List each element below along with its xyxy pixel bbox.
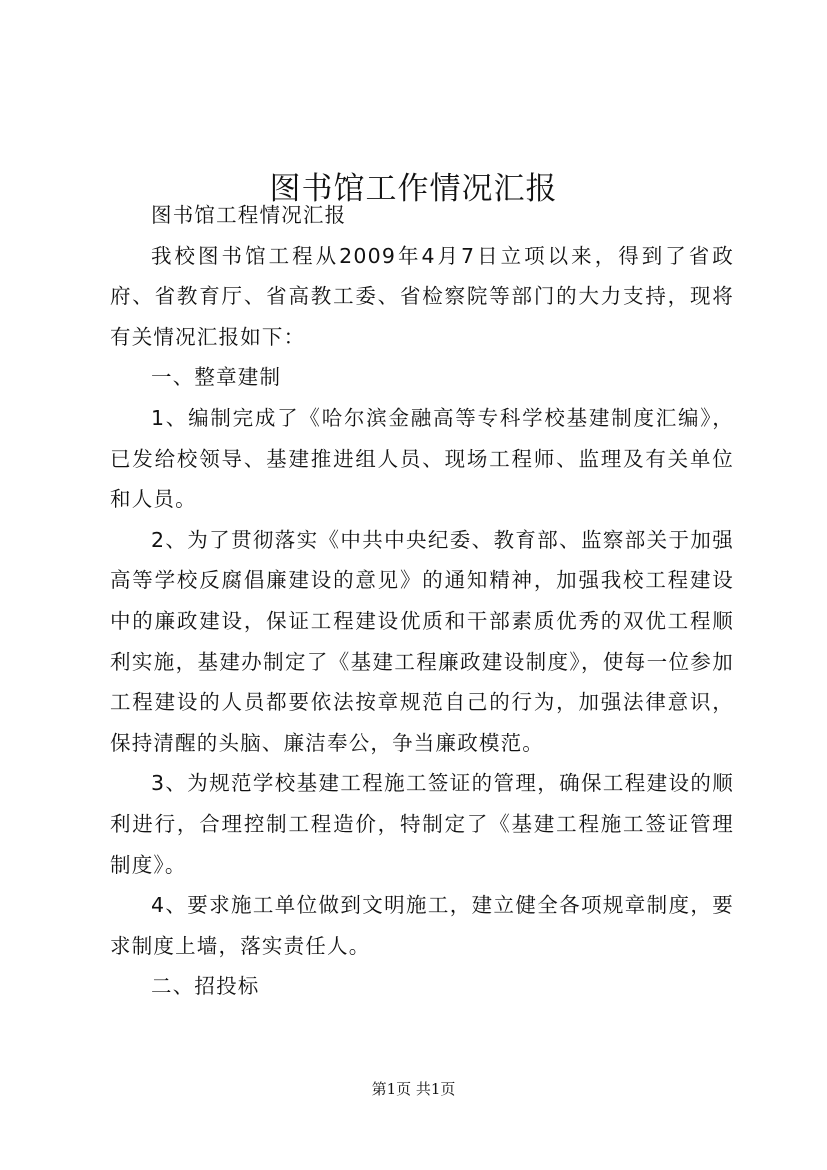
page-footer: 第1页 共1页 bbox=[371, 1080, 456, 1098]
section-heading-2: 二、招投标 bbox=[151, 974, 260, 999]
intro-paragraph: 我校图书馆工程从2009年4月7日立项以来，得到了省政府、省教育厅、省高教工委、省检察院等部门的大力支持，现将有关情况汇报如下： bbox=[110, 243, 734, 349]
document-body bbox=[110, 195, 734, 1007]
paragraph-item-2: 2、为了贯彻落实《中共中央纪委、教育部、监察部关于加强高等学校反腐倡廉建设的意见》的通知精神，加强我校工程建设中的廉政建设，保证工程建设优质和干部素质优秀的双优工程顺利实施，基建办制定了《基建工程廉政建设制度》，使每一位参加工程建设的人员都要依法按章规范自己的行为，加强法律意识，保持清醒的头脑、廉洁奉公，争当廉政模范。 bbox=[110, 527, 734, 755]
paragraph-item-1: 1、编制完成了《哈尔滨金融高等专科学校基建制度汇编》，已发给校领导、基建推进组人员、现场工程师、监理及有关单位和人员。 bbox=[110, 405, 734, 512]
document-title: 图书馆工作情况汇报 bbox=[269, 170, 558, 207]
paragraph-item-3: 3、为规范学校基建工程施工签证的管理，确保工程建设的顺利进行，合理控制工程造价，特制定了《基建工程施工签证管理制度》。 bbox=[110, 771, 734, 877]
section-heading-1: 一、整章建制 bbox=[151, 365, 282, 390]
subtitle-paragraph: 图书馆工程情况汇报 bbox=[151, 203, 347, 227]
paragraph-item-4: 4、要求施工单位做到文明施工，建立健全各项规章制度，要求制度上墙，落实责任人。 bbox=[110, 893, 734, 958]
